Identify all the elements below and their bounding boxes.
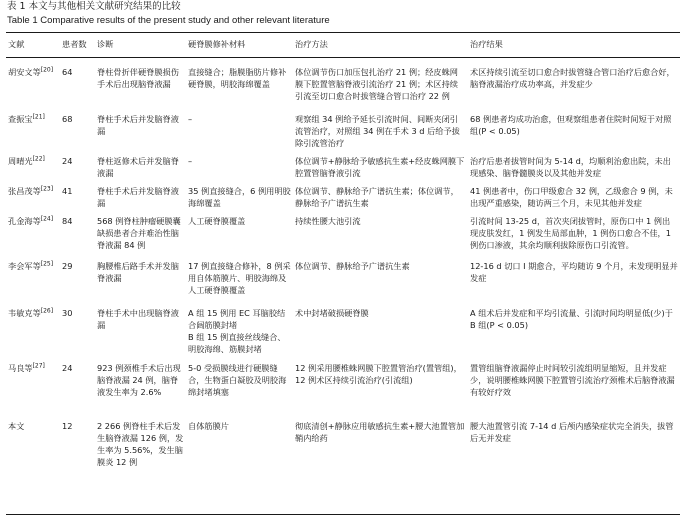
top-rule <box>6 32 680 33</box>
method-cell <box>293 254 468 301</box>
table-row <box>6 254 680 301</box>
material-cell-text: 17 例直接缝合修补，8 例采用自体筋膜片、明胶海绵及人工硬脊膜覆盖 <box>188 261 291 295</box>
reference-marker: [25] <box>40 260 54 268</box>
result-cell <box>468 356 680 414</box>
result-cell <box>468 209 680 254</box>
material-cell <box>186 356 293 414</box>
result-cell <box>468 179 680 209</box>
result-cell <box>468 414 680 469</box>
method-cell <box>293 414 468 469</box>
author-cell-text: 李会军等 <box>8 261 41 271</box>
material-cell-text: 35 例直接缝合，6 例用明胶海绵覆盖 <box>188 186 291 208</box>
patients-cell-text: 24 <box>62 363 73 373</box>
method-cell <box>293 209 468 254</box>
header-cell: 治疗方法 <box>295 39 328 49</box>
material-cell <box>186 254 293 301</box>
method-cell <box>293 356 468 414</box>
result-cell-text: 41 例患者中，伤口甲级愈合 32 例，乙级愈合 9 例，未出现严重感染，随访两三个月，未见其他并发症 <box>470 186 673 208</box>
author-cell-text: 本文 <box>8 421 25 431</box>
material-cell-text: 自体筋膜片 <box>188 421 229 431</box>
result-cell-text: 治疗后患者拔管时间为 5-14 d，均顺利治愈出院，未出现感染、脑脊髓膜炎以及其他并发症 <box>470 156 671 178</box>
result-cell-text: 腰大池置管引流 7-14 d 后颅内感染症状完全消失，拔管后无并发症 <box>470 421 674 443</box>
reference-marker: [27] <box>32 362 45 370</box>
diagnosis-cell <box>95 60 186 107</box>
diagnosis-cell-text: 脊柱返修术后并发脑脊液漏 <box>97 156 179 178</box>
material-cell <box>186 60 293 107</box>
patients-cell <box>60 60 95 107</box>
patients-cell <box>60 254 95 301</box>
material-cell <box>186 107 293 149</box>
result-cell-text: 术区持续引流至切口愈合时拔管缝合管口治疗后愈合好，脑脊液漏治疗成功率高，并发症少 <box>470 67 675 89</box>
table-title-en: Table 1 Comparative results of the present study and other relevant literature <box>7 15 330 26</box>
reference-marker: [21] <box>32 113 45 121</box>
diagnosis-cell-text: 脊柱手术中出现脑脊液漏 <box>97 308 179 330</box>
result-cell <box>468 107 680 149</box>
patients-cell-text: 64 <box>62 67 73 77</box>
method-cell <box>293 179 468 209</box>
material-cell-text: – <box>188 156 193 166</box>
method-cell <box>293 301 468 356</box>
author-cell-text: 韦敏克等 <box>8 308 41 318</box>
author-cell-text: 孔金海等 <box>8 216 41 226</box>
diagnosis-cell-text: 568 例脊柱肿瘤硬膜囊缺损患者合并难治性脑脊液漏 84 例 <box>97 216 181 250</box>
diagnosis-cell <box>95 356 186 414</box>
patients-cell <box>60 107 95 149</box>
diagnosis-cell <box>95 209 186 254</box>
result-cell <box>468 254 680 301</box>
table-row <box>6 414 680 469</box>
author-cell <box>6 209 60 254</box>
author-cell <box>6 179 60 209</box>
method-cell-text: 体位调节+静脉给予敏感抗生素+经皮蛛网膜下腔置管脑脊液引流 <box>295 156 465 178</box>
method-cell-text: 术中封堵破损硬脊膜 <box>295 308 369 318</box>
header-cell: 文献 <box>8 39 25 49</box>
material-cell-text: A 组 15 例用 EC 耳脑胶结合阔筋膜封堵 B 组 15 例直接丝线缝合、明胶海绵、筋膜封堵 <box>188 308 286 354</box>
method-cell-text: 观察组 34 例给予延长引流时间、间断夹闭引流管治疗，对照组 34 例在手术 3 d 后给予拔除引流管治疗 <box>295 114 460 148</box>
method-cell-text: 体位调节伤口加压包扎治疗 21 例；经皮蛛网膜下腔置管脑脊液引流治疗 21 例；术区持续引流至切口愈合时拔管缝合管口治疗 22 例 <box>295 67 458 101</box>
table-row <box>6 301 680 356</box>
header-cell: 治疗结果 <box>470 39 503 49</box>
diagnosis-cell <box>95 414 186 469</box>
reference-marker: [20] <box>40 66 54 74</box>
diagnosis-cell-text: 脊柱骨折伴硬脊膜损伤手术后出现脑脊液漏 <box>97 67 179 89</box>
patients-cell <box>60 414 95 469</box>
material-cell-text: 5-0 受损膜线进行硬膜缝合，生物蛋白凝胶及明胶海绵封堵填塞 <box>188 363 287 397</box>
patients-cell-text: 24 <box>62 156 73 166</box>
table-row <box>6 356 680 414</box>
diagnosis-cell-text: 脊柱手术后并发脑脊液漏 <box>97 186 179 208</box>
diagnosis-cell <box>95 179 186 209</box>
material-cell-text: – <box>188 114 193 124</box>
diagnosis-cell-text: 胸腰椎后路手术并发脑脊液漏 <box>97 261 179 283</box>
reference-marker: [22] <box>32 155 45 163</box>
diagnosis-cell-text: 923 例颈椎手术后出现脑脊液漏 24 例，脑脊液发生率为 2.6% <box>97 363 181 397</box>
patients-cell <box>60 179 95 209</box>
result-cell <box>468 301 680 356</box>
patients-cell <box>60 356 95 414</box>
material-cell-text: 人工硬脊膜覆盖 <box>188 216 246 226</box>
header-cell: 诊断 <box>97 39 114 49</box>
author-cell <box>6 254 60 301</box>
result-cell-text: 68 例患者均成功治愈，但观察组患者住院时间短于对照组(P < 0.05) <box>470 114 672 136</box>
table-row <box>6 179 680 209</box>
reference-marker: [23] <box>40 185 54 193</box>
material-cell <box>186 149 293 179</box>
patients-cell-text: 84 <box>62 216 73 226</box>
method-cell-text: 12 例采用腰椎蛛网膜下腔置管治疗(置管组)，12 例术区持续引流治疗(引流组) <box>295 363 462 385</box>
diagnosis-cell-text: 脊柱手术后并发脑脊液漏 <box>97 114 179 136</box>
method-cell-text: 持续性腰大池引流 <box>295 216 361 226</box>
result-cell-text: 引流时间 13-25 d，首次夹闭拔管时，原伤口中 1 例出现皮肤发红，1 例发生局部血肿，1 例伤口愈合不佳，1 例伤口渗液，其余均顺利拔除原伤口引流管。 <box>470 216 671 250</box>
patients-cell-text: 30 <box>62 308 73 318</box>
patients-cell <box>60 301 95 356</box>
material-cell <box>186 209 293 254</box>
result-cell-text: 置管组脑脊液漏停止时间较引流组明显缩短，且并发症少，说明腰椎蛛网膜下腔置管引流治疗颈椎术后脑脊液漏有较好疗效 <box>470 363 675 397</box>
table-row <box>6 107 680 149</box>
patients-cell-text: 41 <box>62 186 73 196</box>
result-cell <box>468 149 680 179</box>
result-cell-text: 12-16 d 切口 I 期愈合，平均随访 9 个月，未发现明显并发症 <box>470 261 678 283</box>
header-cell: 患者数 <box>62 39 87 49</box>
patients-cell-text: 29 <box>62 261 73 271</box>
diagnosis-cell <box>95 254 186 301</box>
table-row <box>6 149 680 179</box>
method-cell-text: 体位调节、静脉给予广谱抗生素 <box>295 261 410 271</box>
result-cell <box>468 60 680 107</box>
author-cell-text: 胡安文等 <box>8 67 41 77</box>
author-cell <box>6 107 60 149</box>
author-cell <box>6 301 60 356</box>
table-row <box>6 209 680 254</box>
author-cell <box>6 414 60 469</box>
reference-marker: [24] <box>40 215 54 223</box>
method-cell-text: 体位调节、静脉给予广谱抗生素；体位调节，静脉给予广谱抗生素 <box>295 186 459 208</box>
material-cell <box>186 179 293 209</box>
material-cell-text: 直接缝合；脂膜脂肪片修补硬脊膜，明胶海绵覆盖 <box>188 67 287 89</box>
material-cell <box>186 414 293 469</box>
author-cell <box>6 60 60 107</box>
table-title-cn: 表 1 本文与其他相关文献研究结果的比较 <box>7 1 181 12</box>
diagnosis-cell <box>95 107 186 149</box>
author-cell-text: 周晴光 <box>8 156 33 166</box>
author-cell-text: 马良等 <box>8 363 33 373</box>
author-cell <box>6 356 60 414</box>
patients-cell <box>60 149 95 179</box>
reference-marker: [26] <box>40 307 54 315</box>
material-cell <box>186 301 293 356</box>
method-cell <box>293 107 468 149</box>
author-cell-text: 查振宝 <box>8 114 33 124</box>
table-row <box>6 60 680 107</box>
patients-cell-text: 12 <box>62 421 73 431</box>
result-cell-text: A 组术后并发症和平均引流量、引流时间均明显低(少)于 B 组(P < 0.05) <box>470 308 673 330</box>
table-header-row <box>6 34 680 60</box>
patients-cell-text: 68 <box>62 114 73 124</box>
comparison-table <box>6 34 680 469</box>
patients-cell <box>60 209 95 254</box>
method-cell <box>293 149 468 179</box>
diagnosis-cell <box>95 149 186 179</box>
diagnosis-cell <box>95 301 186 356</box>
diagnosis-cell-text: 2 266 例脊柱手术后发生脑脊液漏 126 例，发生率为 5.56%，发生脑膜炎 12 例 <box>97 421 184 467</box>
header-cell: 硬脊膜修补材料 <box>188 39 246 49</box>
method-cell <box>293 60 468 107</box>
method-cell-text: 彻底清创+静脉应用敏感抗生素+腰大池置管加鞘内给药 <box>295 421 465 443</box>
bottom-rule <box>6 514 680 515</box>
author-cell-text: 张昌茂等 <box>8 186 41 196</box>
author-cell <box>6 149 60 179</box>
